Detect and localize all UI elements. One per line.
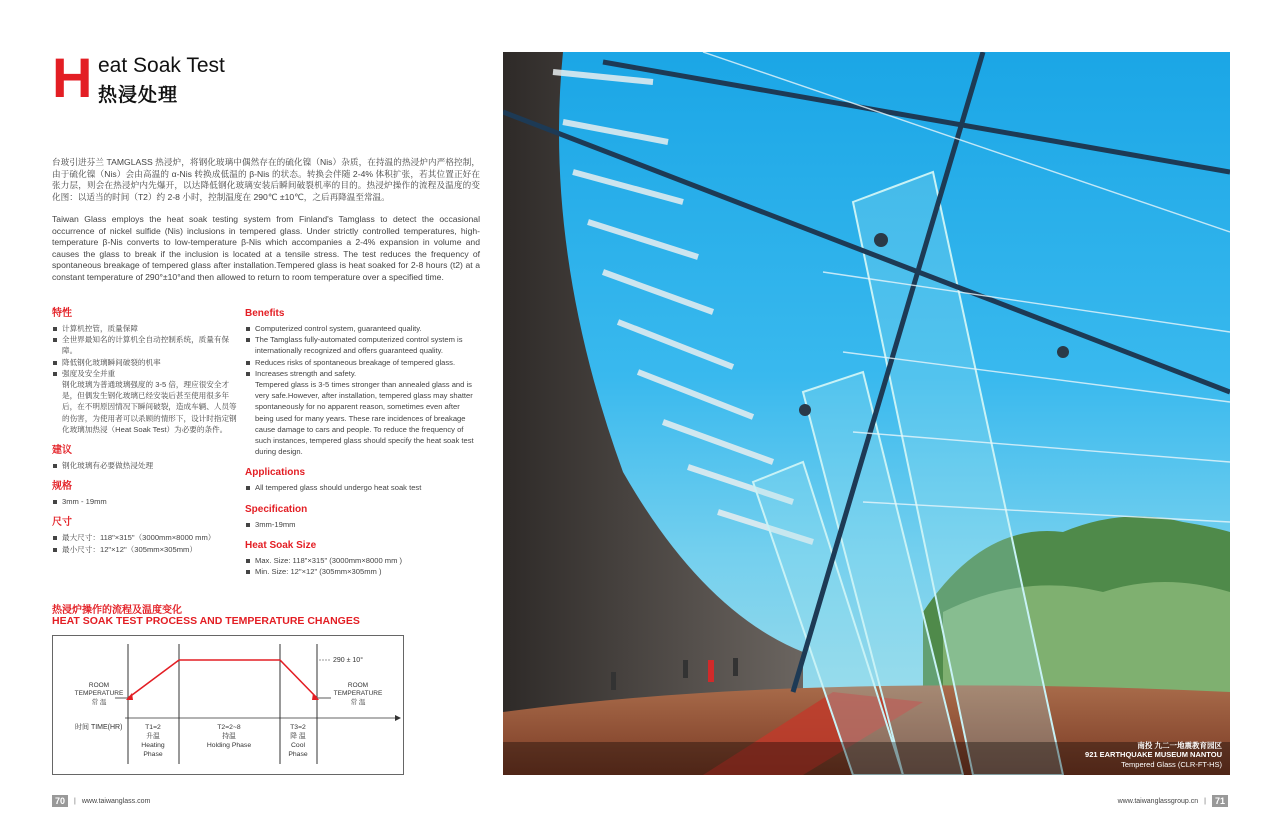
interior-wall [503,52,803,775]
phase-label: T1=2 [145,724,161,731]
footer-left [52,795,150,807]
list-item: 3mm-19mm [245,519,479,530]
curve-arrow [312,693,319,700]
caption-english: 921 EARTHQUAKE MUSEUM NANTOU [1085,750,1222,759]
features-section [52,307,237,435]
list-item: 计算机控管，质量保障 [52,323,237,334]
chart-title-english: HEAT SOAK TEST PROCESS AND TEMPERATURE CHANGES [52,615,360,627]
phase-label: 升温 [146,733,160,740]
list-item: 最大尺寸：118"×315"（3000mm×8000 mm） [52,532,237,543]
title-initial: H [52,46,93,109]
benefits-section [245,307,479,457]
footer-divider: | [1204,797,1206,805]
room-label-right: TEMPERATURE [333,690,383,697]
benefits-paragraph: Tempered glass is 3-5 times stronger than annealed glass and is very safe.However, after installation, tempered glass may shatter spontaneously for no apparent reason, sometimes even after being used for many years. These rare incidences of breakage cause damage to cars and people. To reduce the frequency of such instances, tempered glass should specify the heat soak test during design. [255,380,474,457]
room-label-left: ROOM [88,682,110,689]
list-item: Computerized control system, guaranteed quality. [245,323,479,334]
museum-photo [503,52,1230,775]
temperature-curve [128,660,317,698]
spec-heading: 规格 [52,481,72,493]
caption-chinese: 南投 九二一地震教育园区 [1137,740,1222,750]
list-item: 钢化玻璃有必要做热浸处理 [52,460,237,471]
room-label-right: 常 温 [350,699,366,706]
title-english: eat Soak Test [98,54,225,77]
room-label-left: TEMPERATURE [74,690,124,697]
room-label-right: ROOM [347,682,369,689]
photo-caption [1085,741,1222,770]
suggestion-section [52,444,237,471]
phase-label: Phase [143,751,163,758]
temp-label: 290 ± 10° [333,657,363,664]
features-paragraph: 钢化玻璃为普通玻璃强度的 3-5 倍，理应很安全才是，但偶发生钢化玻璃已经安装后甚至使用很多年后，在不明原因情况下瞬间破裂，造成车辆、人员等的伤害，为使用者可以杀顾的情形下，设计时指定钢化玻璃加热浸（Heat Soak Test）为必要的条件。 [62,380,237,434]
phase-label: T3=2 [290,724,306,731]
footer-url-left[interactable]: www.taiwanglass.com [81,797,151,805]
page-number-right: 71 [1212,795,1228,807]
page-number-left: 70 [52,795,68,807]
list-item: All tempered glass should undergo heat soak test [245,482,479,493]
curve-arrow [126,693,133,700]
caption-product: Tempered Glass (CLR-FT-HS) [1121,759,1222,769]
phase-label: T2=2~8 [217,724,241,731]
title-chinese: 热浸处理 [98,85,179,106]
list-item: 降低钢化玻璃瞬间破裂的机率 [52,357,237,368]
heat-soak-size-heading: Heat Soak Size [245,539,317,551]
footer-right [1118,795,1228,807]
size-section [52,516,237,554]
list-item: 最小尺寸：12"×12"（305mm×305mm） [52,544,237,555]
time-axis-label: 时间 TIME(HR) [75,724,123,731]
room-label-left: 常 温 [91,699,107,706]
chinese-column [52,307,237,564]
list-item: 全世界最知名的计算机全自动控制系统，质量有保障。 [52,334,237,356]
suggestion-heading: 建议 [52,445,72,457]
footer-url-right[interactable]: www.taiwanglassgroup.cn [1117,797,1199,805]
footer-divider: | [74,797,76,805]
phase-label: Phase [288,751,308,758]
phase-label: Cool [291,742,305,749]
phase-label: Heating [141,742,165,749]
size-heading: 尺寸 [52,517,72,529]
process-diagram-svg [53,636,403,774]
intro-chinese: 台玻引进芬兰 TAMGLASS 热浸炉，将钢化玻璃中偶然存在的硫化镍（Nis）杂质，在持温的热浸炉内严格控制，由于硫化镍（Nis）会由高温的 α-Nis 转换成低温的 β-Nis 的状态。转换会伴随 2-4% 体积扩张，若其位置正好在张力层，则会在热浸炉内先爆开，以达降低钢化玻璃安装后瞬间破裂机率的目的。热浸炉操作的流程及温度的变化图：以适当的时间（T2）约 2-8 小时，控制温度在 290℃ ±10℃，之后再降温至常温。 [52,157,480,202]
heat-soak-size-section [245,539,479,577]
list-item: Increases strength and safety. [245,368,479,379]
list-item: The Tamglass fully-automated computerized control system is internationally recognized and offers guaranteed quality. [245,334,479,356]
phase-label: Holding Phase [206,742,252,749]
list-item: Min. Size: 12"×12" (305mm×305mm ) [245,566,479,577]
english-column [245,307,479,586]
list-item: 3mm - 19mm [52,496,237,507]
phase-label: 持温 [222,733,236,740]
specification-section [245,503,479,530]
benefits-heading: Benefits [245,308,285,319]
applications-section [245,466,479,493]
phase-label: 降 温 [290,733,306,740]
chart-title-chinese: 热浸炉操作的流程及温度变化 [52,605,182,616]
applications-heading: Applications [245,467,306,479]
list-item: Max. Size: 118"×315" (3000mm×8000 mm ) [245,555,479,566]
features-heading: 特性 [52,308,72,319]
time-axis-arrow [395,715,401,721]
glass-structure-illustration [503,52,1230,775]
process-diagram [52,635,404,775]
spec-section [52,480,237,507]
list-item: Reduces risks of spontaneous breakage of tempered glass. [245,357,479,368]
list-item: 强度及安全并重 [52,368,237,379]
specification-heading: Specification [245,503,308,515]
intro-english: Taiwan Glass employs the heat soak testing system from Finland's Tamglass to detect the occasional occurrence of nickel sulfide (Nis) inclusions in tempered glass. Under strictly controlled temperatures, high-temperature β-Nis converts to low-temperature β-Nis which accompanies a 2-4% expansion in volume and causes the glass to break if the inclusion is located at a tensile stress. The test reduces the frequency of spontaneous breakage of tempered glass after installation.Tempered glass is heat soaked for 2-8 hours (t2) at a constant temperature of 290°±10°and then allowed to return to room temperature over a specified time. [52,214,480,282]
